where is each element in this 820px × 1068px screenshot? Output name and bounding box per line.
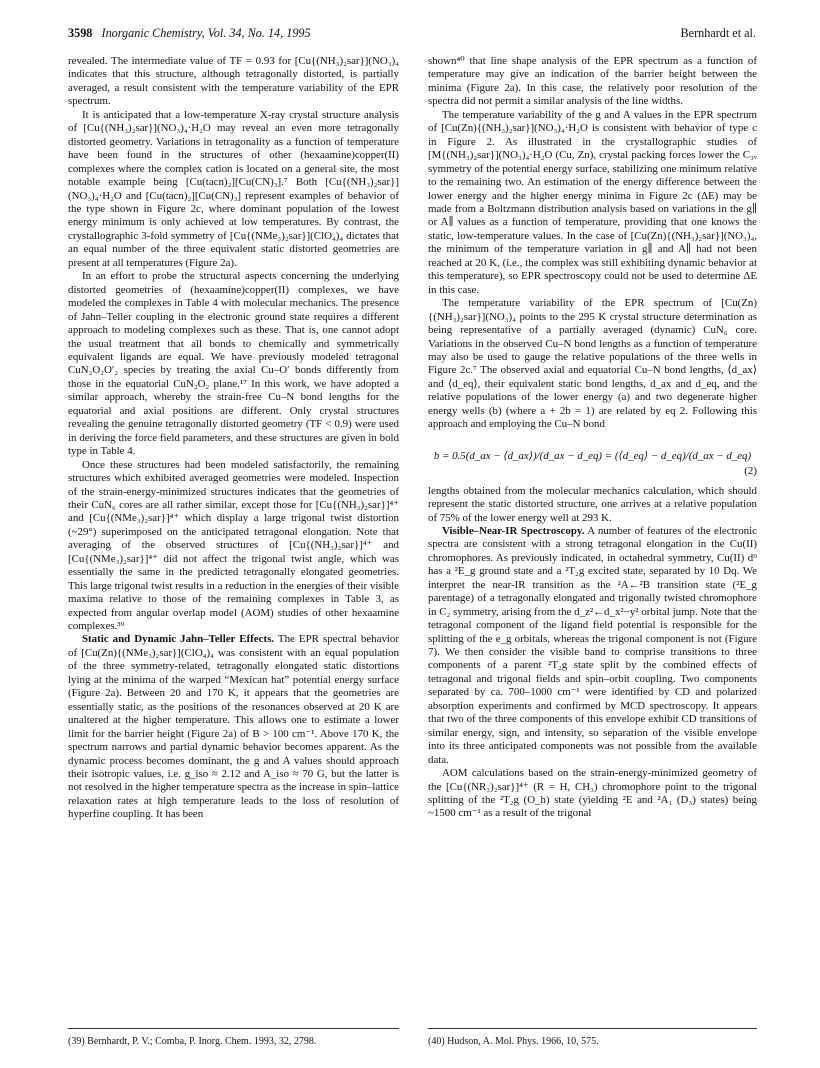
journal-citation: Inorganic Chemistry, Vol. 34, No. 14, 1995 bbox=[101, 26, 311, 40]
section-paragraph bbox=[68, 633, 399, 821]
section-heading: Static and Dynamic Jahn–Teller Effects. bbox=[82, 633, 275, 646]
equation-text: b = 0.5(d_ax − ⟨d_ax⟩)/(d_ax − d_eq) = (⟨d_eq⟩ − d_eq)/(d_ax − d_eq) bbox=[433, 449, 752, 462]
paragraph: shown⁴⁰ that line shape analysis of the EPR spectrum as a function of temperature may give an indication of the barrier height between the minima (Figure 2a). In this case, the relatively poor resolution of the spectra did not permit a similar analysis of the line widths. bbox=[428, 55, 757, 108]
section-text: A number of features of the electronic spectra are consistent with a strong tetragonal elongation in the Cu(II) chromophores. As previously indicated, in octahedral symmetry, Cu(II) d⁹ has a ²E_g ground state and a ²T₂g excited state, separated by 10 Dq. We interpret the near-IR transition as the ²A←²B transition state (²E_g parentage) of a tetragonally elongated and trigonally twisted chromophore in C₂ symmetry, arising from the d_z²←d_x²−y² orbital jump. Note that the tetragonal component of the ligand field potential is responsible for the splitting of the e_g orbitals, whereas the trigonal component is not (Figure 7). We then consider the visible band to comprise transitions to three components of a parent ²T₂g state split by the combined effects of tetragonal and trigonal fields and spin–orbit coupling. Two components separated by ca. 700–1000 cm⁻¹ were identified by CD and polarized absorption experiments and confirmed by MCD spectroscopy. It appears that two of the three components of this envelope exhibit CD transitions of similar energy, sign, and intensity, so separation of the visible envelope into its three anticipated components was not possible from the available data. bbox=[428, 524, 757, 766]
equation-2 bbox=[428, 450, 757, 479]
paragraph: It is anticipated that a low-temperature X-ray crystal structure analysis of [Cu{(NH₃)₂sar}](NO₃)₄·H₂O may reveal an even more tetragonally distorted geometry. Variations in tetragonality as a function of temperature have been found in the structures of other (hexaamine)copper(II) complexes where the complex cation is located on a general site, the most notable example being [Cu(tacn)₂][Cu(CN)₃].⁷ Both [Cu{(NH₃)₂sar}](NO₃)₄·H₂O and [Cu(tacn)₂][Cu(CN)₃] represent examples of behavior of the type shown in Figure 2c, where dominant population of the lowest energy minimum is only achieved at low temperatures. By contrast, the crystallographic 3-fold symmetry of [Cu{(NMe₃)₂sar}](ClO₄)₄ dictates that an equal number of the three equivalent static distorted geometries are present at all temperatures (Figure 2a). bbox=[68, 108, 399, 269]
equation-number: (2) bbox=[744, 465, 757, 478]
section-heading: Visible–Near-IR Spectroscopy. bbox=[442, 524, 585, 537]
section-text: The EPR spectral behavior of [Cu(Zn){(NMe₃)₂sar}](ClO₄)₄ was consistent with an equal population of the three symmetry-related, tetragonally elongated static distortions lying at the minima of the warped “Mexican hat” potential energy surface (Figure 2a). Between 20 and 170 K, it appears that the geometries are essentially static, as the positions of the resonances observed at 20 K are unaltered at the higher temperature. This allows one to estimate a lower limit for the barrier height (Figure 2a) of B > 100 cm⁻¹. Above 170 K, the spectrum narrows and partial dynamic behavior becomes apparent. As the dynamic process becomes dominant, the g and A values should approach their isotropic values, i.e. g_iso ≈ 2.12 and A_iso ≈ 70 G, but the latter is not resolved in the higher temperature spectra as the increase in spin–lattice relaxation rates at high temperature leads to the loss of resolution of hyperfine coupling. It has been bbox=[68, 633, 399, 821]
paragraph: Once these structures had been modeled satisfactorily, the remaining structures which exhibited averaged geometries were modeled. Inspection of the strain-energy-minimized structures indicates that the geometries of their CuN₆ cores are all rather similar, except those for [Cu{(NH₃)₂sar}]⁴⁺ and [Cu{(NMe₃)₂sar}]⁴⁺ which display a large trigonal twist distortion (~29°) superimposed on the anticipated tetragonal elongation. Note that averaging of the observed structures of [Cu{(NH₃)₂sar}]⁴⁺ and [Cu{(NMe₃)₂sar}]⁴⁺ did not affect the trigonal twist angle, which was essentially the same in the predicted tetragonally elongated geometries. This large trigonal twist results in a reduction in the energies of their visible maxima relative to those of the remaining complexes in Table 3, as expected from angular overlap model (AOM) studies of other hexaamine complexes.³⁹ bbox=[68, 458, 399, 633]
page-number: 3598 bbox=[68, 26, 93, 40]
left-column bbox=[68, 55, 399, 822]
paragraph: revealed. The intermediate value of TF = 0.93 for [Cu{(NH₃)₂sar}](NO₃)₄ indicates that this structure, although tetragonally distorted, is partially averaged, a result consistent with the temperature variability of the EPR spectrum. bbox=[68, 55, 399, 108]
paragraph: AOM calculations based on the strain-energy-minimized geometry of the [Cu{(NR₃)₂sar}]⁴⁺ (R = H, CH₃) chromophore point to the trigonal splitting of the ²T₂g (O_h) state (yielding ²E and ²A₁ (D₃) states) being ~1500 cm⁻¹ as a result of the trigonal bbox=[428, 767, 757, 820]
running-authors: Bernhardt et al. bbox=[680, 26, 756, 40]
right-column bbox=[428, 55, 757, 821]
section-paragraph bbox=[428, 525, 757, 767]
footnote-40: (40) Hudson, A. Mol. Phys. 1966, 10, 575. bbox=[428, 1036, 599, 1047]
page-header bbox=[68, 26, 756, 48]
footnote-rule bbox=[428, 1028, 757, 1029]
footnote-39: (39) Bernhardt, P. V.; Comba, P. Inorg. Chem. 1993, 32, 2798. bbox=[68, 1036, 317, 1047]
paragraph: The temperature variability of the g and A values in the EPR spectrum of [Cu(Zn){(NH₃)₂sar}](NO₃)₄·H₂O is consistent with behavior of type c in Figure 2. As illustrated in the crystallographic studies of [M{(NH₃)₂sar}](NO₃)₄·H₂O (Cu, Zn), crystal packing forces lower the C₃ᵥ symmetry of the potential energy surface, stabilizing one minimum relative to the remaining two. An estimation of the energy difference between the lower energy and the higher energy minima in Figure 2c (ΔE) may be made from a Boltzmann distribution analysis based on variations in the g∥ or A∥ values as a function of temperature, providing that one knows the static, low-temperature values. In the case of [Cu(Zn){(NH₃)₂sar}](NO₃)₄, the minimum of the temperature variation in g∥ and A∥ had not been reached at 20 K, (i.e., the complex was still exhibiting dynamic behavior at this temperature), so EPR spectroscopy could not be used to determine ΔE in this case. bbox=[428, 108, 757, 296]
paragraph: The temperature variability of the EPR spectrum of [Cu(Zn){(NH₃)₂sar}](NO₃)₄ points to the 295 K crystal structure determination as being representative of a partially averaged (dynamic) CuN₆ core. Variations in the observed Cu–N bond lengths as a function of temperature may also be used to gauge the relative populations of the three wells in Figure 2c.⁷ The observed axial and equatorial Cu–N bond lengths, ⟨d_ax⟩ and ⟨d_eq⟩, their equivalent static bond lengths, d_ax and d_eq, and the relative populations of the lower energy (a) and two degenerate higher energy wells (b) (where a + 2b = 1) are related by eq 2. Following this approach and employing the Cu–N bond bbox=[428, 297, 757, 431]
paragraph: In an effort to probe the structural aspects concerning the underlying distorted geometries of (hexaamine)copper(II) complexes, we have modeled the complexes in Table 4 with molecular mechanics. The presence of Jahn–Teller coupling in the electronic ground state requires a different approach to modeling complexes such as these. That is, one cannot adopt the usual treatment that all bonds to chemically and symmetrically equivalent ligands are equal. We have previously modeled tetragonal CuN₂O₂O′₂ species by treating the axial Cu–O′ bonds differently from those in the equatorial CuN₂O₂ plane.¹⁷ In this work, we have adopted a similar approach, whereby the strain-free Cu–N bond lengths for the equatorial and axial positions are different. Only crystal structures revealing the genuine tetragonally distorted geometry (TF < 0.9) were used in deriving the force field parameters, and these structures are given in bold type in Table 4. bbox=[68, 270, 399, 458]
paragraph: lengths obtained from the molecular mechanics calculation, which should represent the static distorted structure, one arrives at a relative population of 75% of the lower energy well at 293 K. bbox=[428, 484, 757, 524]
footnote-rule bbox=[68, 1028, 399, 1029]
